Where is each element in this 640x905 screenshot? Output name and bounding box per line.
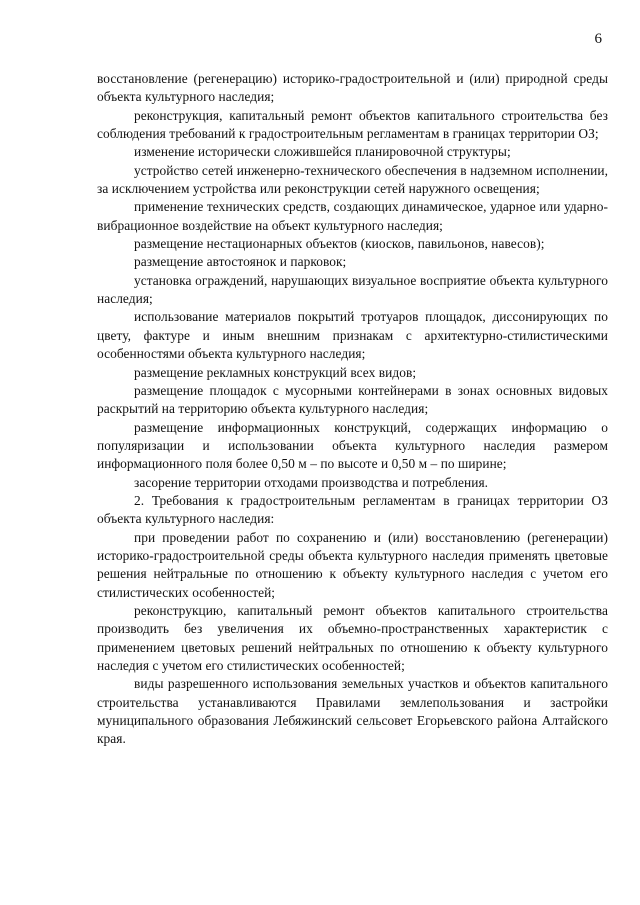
paragraph-fences: установка ограждений, нарушающих визуальное восприятие объекта культурного наследия;: [97, 272, 608, 307]
paragraph-engineering-networks: устройство сетей инженерно-технического обеспечения в надземном исполнении, за исключением устройства или реконструкции сетей наружного освещения;: [97, 162, 608, 197]
paragraph-waste-containers: размещение площадок с мусорными контейнерами в зонах основных видовых раскрытий на территорию объекта культурного наследия;: [97, 382, 608, 417]
paragraph-color-solutions: при проведении работ по сохранению и (или) восстановлению (регенерации) историко-градостроительной среды объекта культурного наследия применять цветовые решения нейтральные по отношению к объекту культурного наследия с учетом его стилистических особенностей;: [97, 529, 608, 600]
paragraph-planning-structure: изменение исторически сложившейся планировочной структуры;: [134, 144, 511, 160]
paragraph-advertising: размещение рекламных конструкций всех видов;: [134, 364, 417, 380]
paragraph-parking: размещение автостоянок и парковок;: [134, 254, 347, 270]
paragraph-temporary-objects: размещение нестационарных объектов (киосков, павильонов, навесов);: [134, 236, 545, 252]
paragraph-information-structures: размещение информационных конструкций, содержащих информацию о популяризации и использовании объекта культурного наследия размером информационного поля более 0,50 м – по высоте и 0,50 м – по ширине;: [97, 419, 608, 472]
paragraph-section-2-heading: 2. Требования к градостроительным регламентам в границах территории ОЗ объекта культурного наследия:: [97, 492, 608, 527]
paragraph-materials: использование материалов покрытий тротуаров площадок, диссонирующих по цвету, фактуре и иным внешним признакам с архитектурно-стилистическими особенностями объекта культурного наследия;: [97, 309, 608, 362]
page-number: 6: [594, 31, 602, 47]
document-body: [97, 70, 608, 749]
paragraph-littering: засорение территории отходами производства и потребления.: [134, 474, 489, 490]
paragraph-reconstruction-volumes: реконструкцию, капитальный ремонт объектов капитального строительства производить без увеличения их объемно-пространственных характеристик с применением цветовых решений нейтральных по отношению к объекту культурного наследия с учетом его стилистических особенностей;: [97, 602, 608, 673]
paragraph-permitted-use: виды разрешенного использования земельных участков и объектов капитального строительства устанавливаются Правилами землепользования и застройки муниципального образования Лебяжинский сельсовет Егорьевского района Алтайского края.: [97, 676, 608, 747]
paragraph-restoration: восстановление (регенерацию) историко-градостроительной и (или) природной среды объекта культурного наследия;: [97, 71, 608, 105]
paragraph-reconstruction: реконструкция, капитальный ремонт объектов капитального строительства без соблюдения требований к градостроительным регламентам в границах территории ОЗ;: [97, 107, 608, 142]
paragraph-technical-means: применение технических средств, создающих динамическое, ударное или ударно-вибрационное воздействие на объект культурного наследия;: [97, 199, 608, 233]
